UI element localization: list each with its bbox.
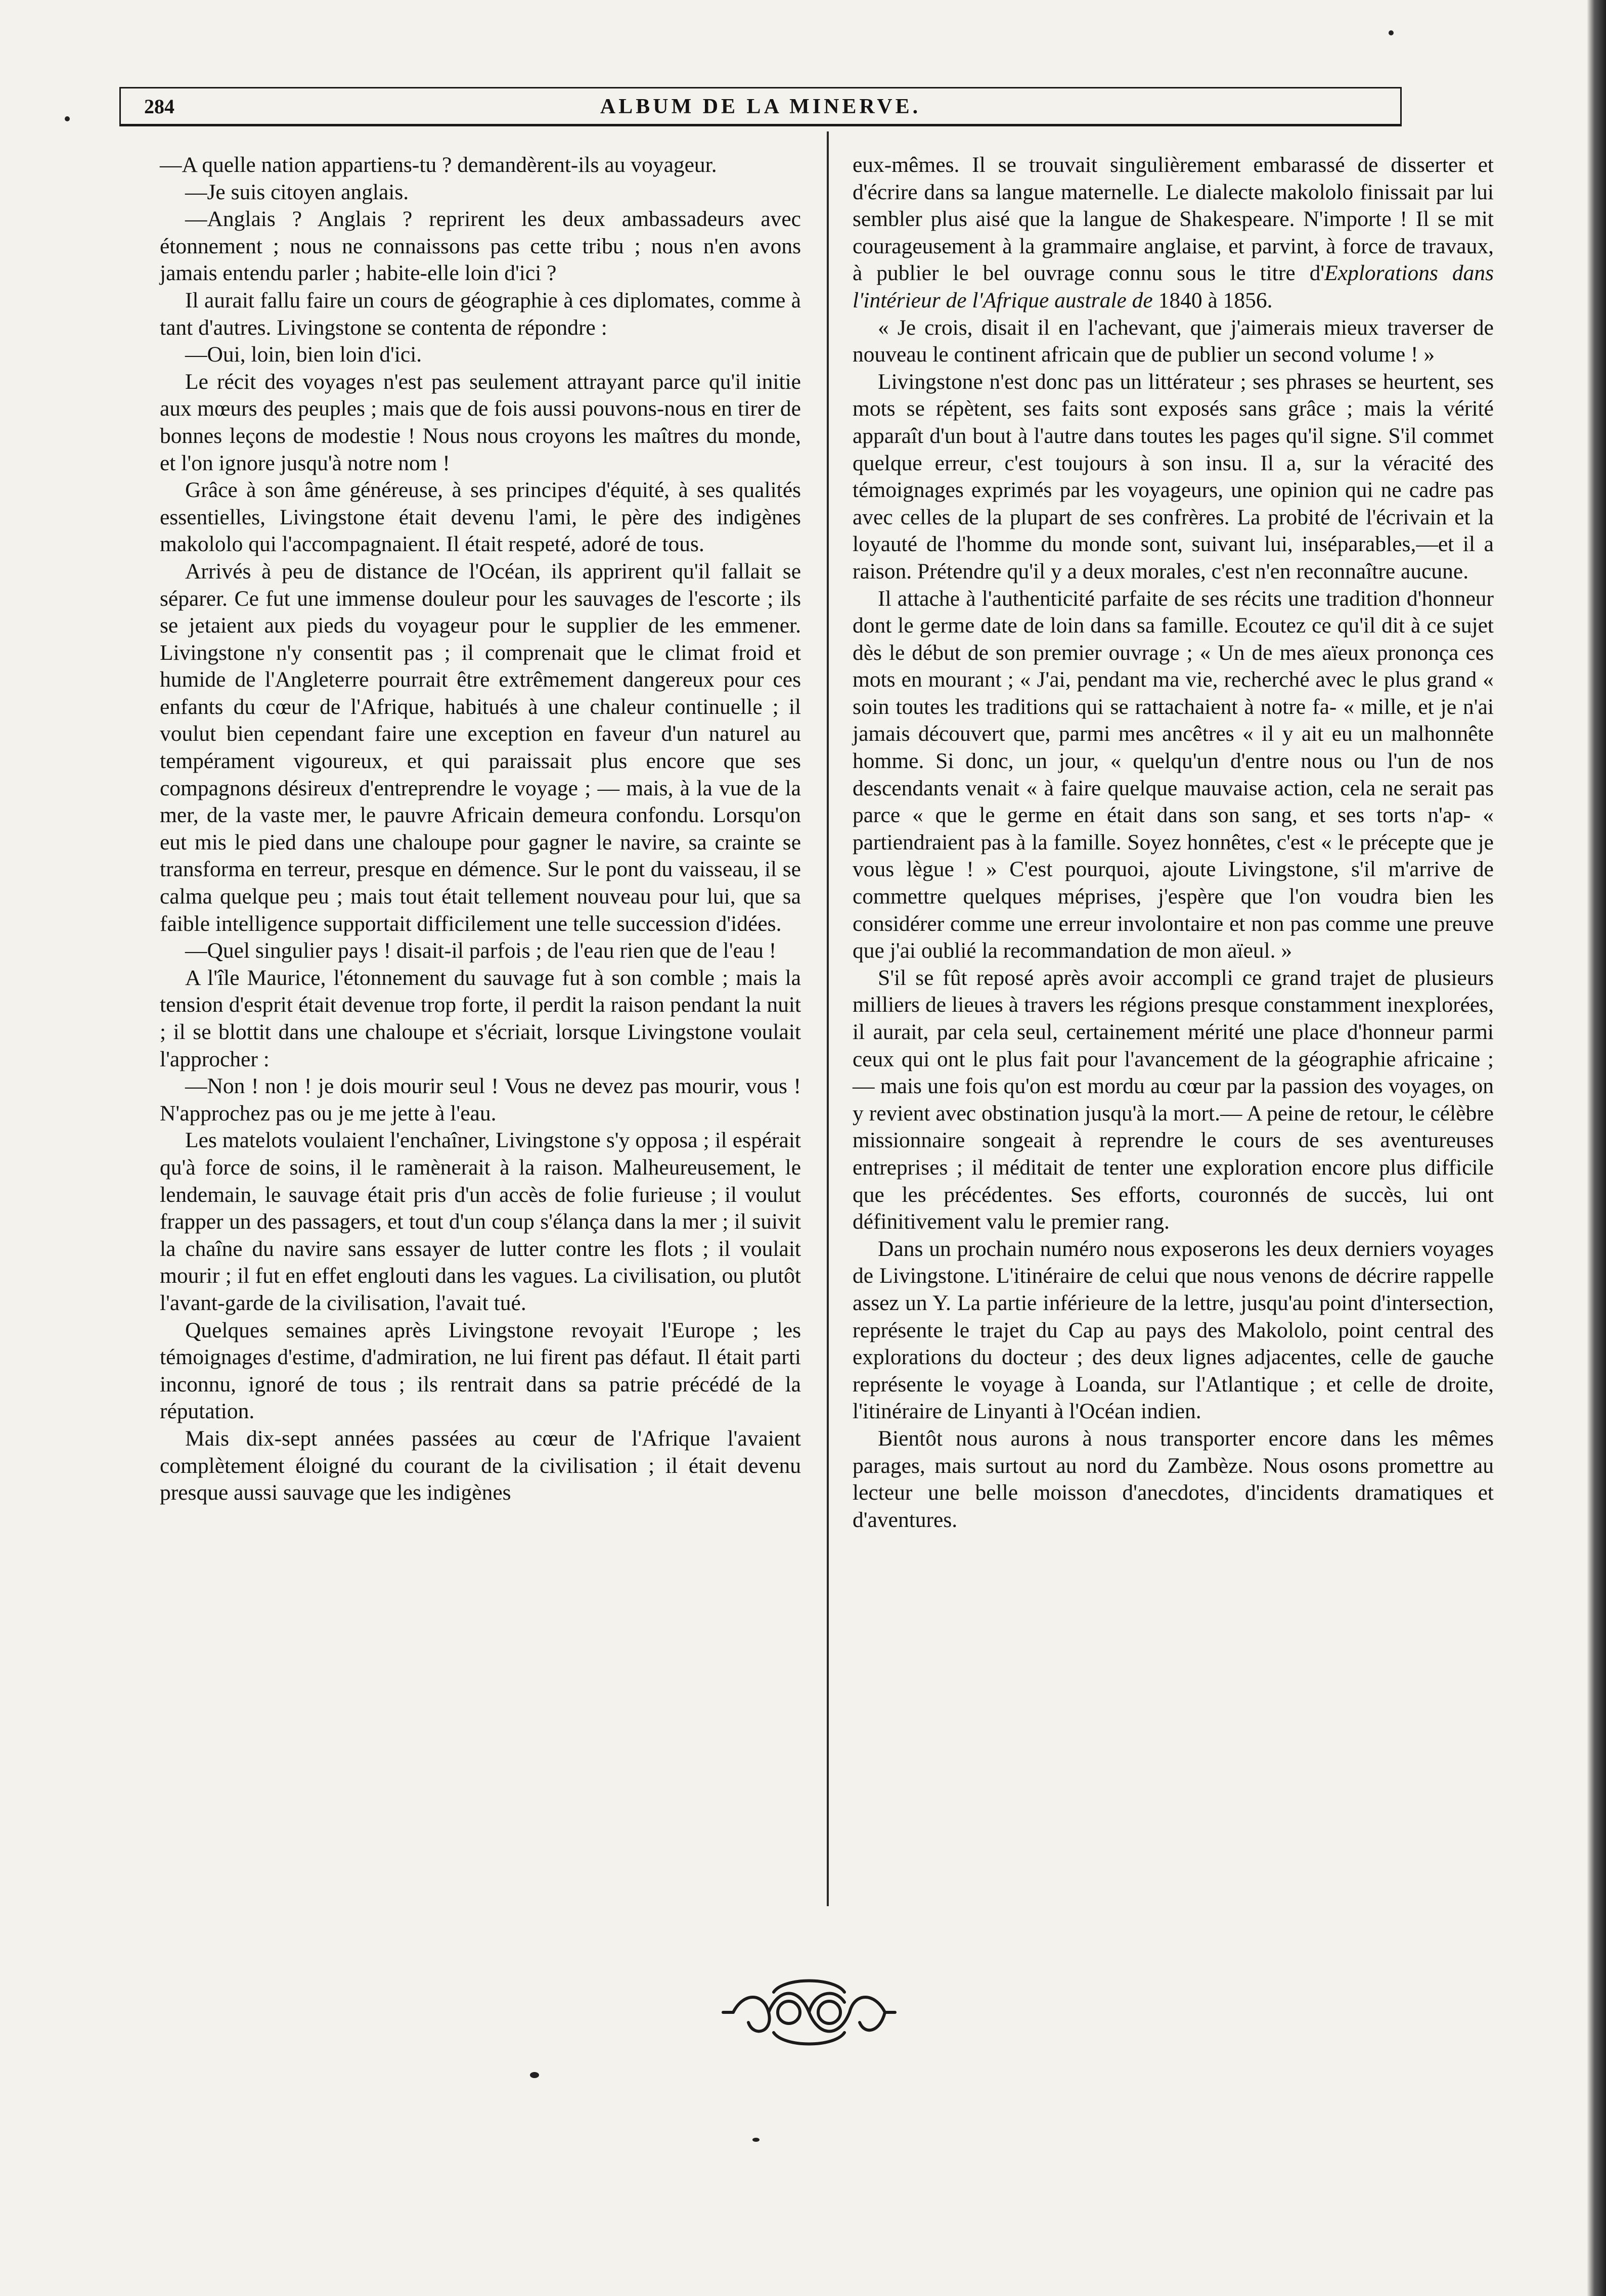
paragraph: —Non ! non ! je dois mourir seul ! Vous ne devez pas mourir, vous ! N'approchez pas ou je me jette à l'eau. [160, 1074, 801, 1126]
paragraph: Il aurait fallu faire un cours de géographie à ces diplomates, comme à tant d'autres. Livingstone se contenta de répondre : [160, 288, 801, 340]
ink-speck [1389, 30, 1394, 35]
left-column [160, 152, 801, 1896]
column-divider [827, 131, 829, 1906]
paragraph: Mais dix-sept années passées au cœur de l'Afrique l'avaient complètement éloigné du courant de la civilisation ; il était devenu presque aussi sauvage que les indigènes [160, 1426, 801, 1505]
paragraph: Dans un prochain numéro nous exposerons les deux derniers voyages de Livingstone. L'itinéraire de celui que nous venons de décrire rappelle assez un Y. La partie inférieure de la lettre, jusqu'au point d'intersection, représente le trajet du Cap au pays des Makololo, point central des explorations du docteur ; des deux lignes adjacentes, celle de gauche représente le voyage à Loanda, sur l'Atlantique ; et celle de droite, l'itinéraire de Linyanti à l'Océan indien. [853, 1236, 1494, 1424]
ink-speck [752, 2138, 760, 2142]
paragraph: —Oui, loin, bien loin d'ici. [185, 342, 422, 367]
ink-speck [65, 116, 70, 121]
page-header [119, 87, 1402, 126]
text-run: 1840 à 1856. [1152, 288, 1273, 312]
paragraph: Les matelots voulaient l'enchaîner, Livingstone s'y opposa ; il espérait qu'à force de soins, il le ramènerait à la raison. Malheureusement, le lendemain, le sauvage était pris d'un accès de folie furieuse ; il voulut frapper un des passagers, et tout d'un coup s'élança dans la mer ; il suivit la chaîne du navire sans essayer de lutter contre les flots ; il voulait mourir ; il fut en effet englouti dans les vagues. La civilisation, ou plutôt l'avant-garde de la civilisation, l'avait tué. [160, 1128, 801, 1315]
paragraph: Le récit des voyages n'est pas seulement attrayant parce qu'il initie aux mœurs des peuples ; mais que de fois aussi pouvons-nous en tirer de bonnes leçons de modestie ! Nous nous croyons les maîtres du monde, et l'on ignore jusqu'à notre nom ! [160, 369, 801, 475]
right-column [853, 152, 1494, 1896]
paragraph: Il attache à l'authenticité parfaite de ses récits une tradition d'honneur dont le germe date de loin dans sa famille. Ecoutez ce qu'il dit à ce sujet dès le début de son premier ouvrage ; « Un de mes aïeux prononça ces mots en mourant ; « J'ai, pendant ma vie, recherché avec le plus grand « soin toutes les traditions qui se rattachaient à notre fa- « mille, et je n'ai jamais découvert que, parmi mes ancêtres « il y ait eu un malhonnête homme. Si donc, un jour, « quelqu'un d'entre nous ou l'un de nos descendants venait « à faire quelque mauvaise action, cela ne serait pas parce « que le germe en était dans son sang, et ses torts n'ap- « partiendraient pas à la famille. Soyez honnêtes, c'est « le précepte que je vous lègue ! » C'est pourquoi, ajoute Livingstone, s'il m'arrive de commettre quelques méprises, j'espère que l'on voudra bien les considérer comme une erreur involontaire et non pas comme une preuve que j'ai oublié la recommandation de mon aïeul. » [853, 586, 1494, 963]
paragraph: Quelques semaines après Livingstone revoyait l'Europe ; les témoignages d'estime, d'admiration, ne lui firent pas défaut. Il était parti inconnu, ignoré de tous ; ils rentrait dans sa patrie précédé de la réputation. [160, 1318, 801, 1424]
running-title: ALBUM DE LA MINERVE. [600, 95, 921, 118]
page-number: 284 [144, 95, 174, 118]
paragraph: S'il se fût reposé après avoir accompli ce grand trajet de plusieurs milliers de lieues à travers les régions presque constamment inexplorées, il aurait, par cela seul, certainement mérité une place d'honneur parmi ceux qui ont le plus fait pour l'avancement de la géographie africaine ; — mais une fois qu'on est mordu au cœur par la passion des voyages, on y revient avec obstination jusqu'à la mort.— A peine de retour, le célèbre missionnaire songeait à reprendre le cours de ses aventureuses entreprises ; il méditait de tenter une exploration encore plus difficile que les précédentes. Ses efforts, couronnés de succès, lui ont définitivement valu le premier rang. [853, 965, 1494, 1234]
paragraph: —Quel singulier pays ! disait-il parfois ; de l'eau rien que de l'eau ! [185, 938, 777, 963]
paragraph: Bientôt nous aurons à nous transporter encore dans les mêmes parages, mais surtout au nord du Zambèze. Nous osons promettre au lecteur une belle moisson d'anecdotes, d'incidents dramatiques et d'aventures. [853, 1426, 1494, 1532]
paragraph: —Anglais ? Anglais ? reprirent les deux ambassadeurs avec étonnement ; nous ne connaissons pas cette tribu ; nous n'en avons jamais entendu parler ; habite-elle loin d'ici ? [160, 207, 801, 286]
scan-edge-shadow [1587, 0, 1606, 2296]
paragraph: Arrivés à peu de distance de l'Océan, ils apprirent qu'il fallait se séparer. Ce fut une immense douleur pour les sauvages de l'escorte ; ils se jetaient aux pieds du voyageur pour le supplier de les emmener. Livingstone n'y consentit pas ; il comprenait que le climat froid et humide de l'Angleterre pourrait être extrêmement dangereux pour ces enfants du cœur de l'Afrique, habitués à une chaleur continuelle ; il voulut bien cependant faire une exception en faveur d'un naturel au tempérament vigoureux, et qui paraissait plus encore que ses compagnons désireux d'entreprendre le voyage ; — mais, à la vue de la mer, de la vaste mer, le pauvre Africain demeura confondu. Lorsqu'on eut mis le pied dans une chaloupe pour gagner le navire, sa crainte se transforma en terreur, presque en démence. Sur le pont du vaisseau, il se calma quelque peu ; mais tout était tellement nouveau pour lui, que sa faible intelligence supportait difficilement une telle succession d'idées. [160, 559, 801, 936]
paragraph: Livingstone n'est donc pas un littérateur ; ses phrases se heurtent, ses mots se répètent, ses faits sont exposés sans grâce ; mais la vérité apparaît d'un bout à l'autre dans toutes les pages qu'il signe. S'il commet quelque erreur, c'est toujours à son insu. Il a, sur la véracité des témoignages exprimés par les voyageurs, une opinion qui ne cadre pas avec celles de la plupart de ses confrères. La probité de l'écrivain et la loyauté de l'homme du monde sont, suivant lui, inséparables,—et il a raison. Prétendre qu'il y a deux morales, c'est n'en reconnaître aucune. [853, 369, 1494, 583]
text-run: eux-mêmes. Il se trouvait singulièrement embarassé de disserter et d'écrire dans sa langue maternelle. Le dialecte makololo finissait par lui sembler plus aisé que la langue de Shakespeare. N'importe ! Il se mit courageusement à la grammaire anglaise, et parvint, à force de travaux, à publier le bel ouvrage connu sous le titre d' [853, 153, 1494, 286]
paragraph: Grâce à son âme généreuse, à ses principes d'équité, à ses qualités essentielles, Livingstone était devenu l'ami, le père des indigènes makololo qui l'accompagnaient. Il était respeté, adoré de tous. [160, 478, 801, 557]
paragraph: A l'île Maurice, l'étonnement du sauvage fut à son comble ; mais la tension d'esprit était devenue trop forte, il perdit la raison pendant la nuit ; il se blottit dans une chaloupe et s'écriait, lorsque Livingstone voulait l'approcher : [160, 965, 801, 1071]
paragraph: —A quelle nation appartiens-tu ? demandèrent-ils au voyageur. [160, 153, 717, 177]
paragraph: —Je suis citoyen anglais. [185, 179, 409, 204]
paragraph [853, 152, 1494, 314]
book-title: Explorations dans l'intérieur de l'Afrique australe de [853, 261, 1494, 312]
decorative-ornament [713, 1972, 905, 2053]
paragraph: « Je crois, disait il en l'achevant, que j'aimerais mieux traverser de nouveau le continent africain que de publier un second volume ! » [853, 315, 1494, 367]
ink-speck [530, 2072, 539, 2078]
